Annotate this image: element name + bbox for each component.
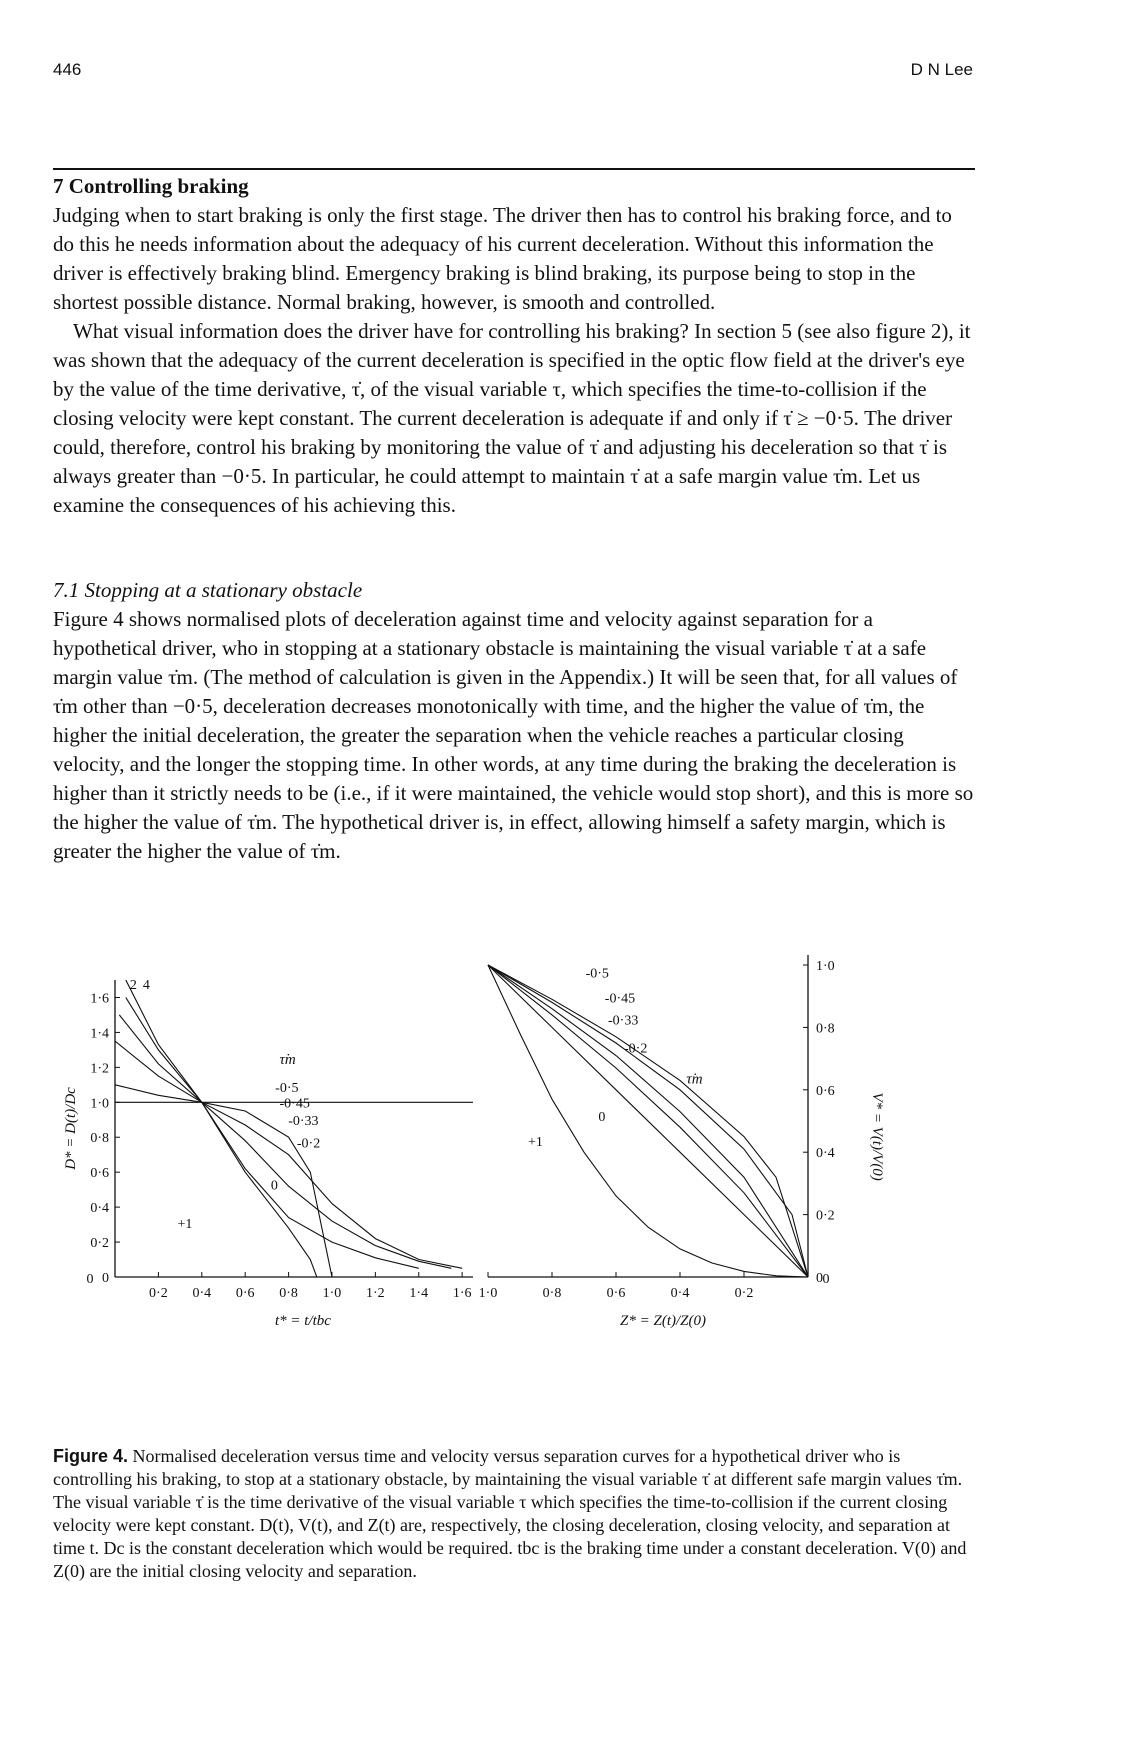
left-x-label: t* = t/tbc — [275, 1313, 331, 1329]
subsection-7-1 — [53, 576, 975, 866]
left-series-label: -0·33 — [288, 1114, 319, 1130]
figure-caption-text: Normalised deceleration versus time and velocity versus separation curves for a hypothetical driver who is controlling his braking, to stop at a stationary obstacle, by maintaining the visual variable τ̇ at different safe margin values τ̇m. The visual variable τ̇ is the time derivative of the visual variable τ which specifies the time-to-collision if the current closing velocity were kept constant. D(t), V(t), and Z(t) are, respectively, the closing deceleration, closing velocity, and separation at time t. Dc is the constant deceleration which would be required. tbc is the braking time under a constant deceleration. V(0) and Z(0) are the initial closing velocity and separation. — [53, 1446, 967, 1581]
right-series-label: -0·5 — [585, 966, 609, 982]
figure-4-svg — [53, 959, 1053, 1440]
left-y-label: D* = D(t)/Dc — [63, 1087, 79, 1170]
left-series-line — [115, 1041, 462, 1268]
right-series-label: -0·2 — [624, 1041, 648, 1057]
left-series-label: -0·45 — [279, 1096, 310, 1112]
figure-caption — [53, 1445, 975, 1583]
right-y-tick-label: 0·4 — [816, 1146, 835, 1162]
left-y-tick-label: 1·2 — [90, 1061, 109, 1077]
left-series-line — [126, 998, 419, 1269]
left-legend-title: τ̇m — [279, 1051, 296, 1068]
left-series-label: -0·2 — [296, 1136, 321, 1152]
left-series-label: 0 — [270, 1178, 278, 1194]
right-series-line — [488, 965, 808, 1277]
right-legend-title: τ̇m — [686, 1071, 703, 1088]
left-annotation: 2 — [129, 977, 137, 993]
right-y-label: V* = V(t)/V(0) — [869, 1092, 885, 1181]
left-x-tick-label: 1·2 — [366, 1286, 385, 1301]
right-x-tick-label: 0·6 — [606, 1286, 626, 1301]
left-y-tick-label: 0·2 — [90, 1236, 109, 1252]
left-y-tick-label: 1·6 — [90, 991, 109, 1007]
left-x-tick-label: 0·2 — [149, 1286, 168, 1301]
section-title: 7 Controlling braking — [53, 174, 249, 198]
running-head-author: D N Lee — [910, 60, 973, 79]
header-rule — [53, 168, 975, 170]
right-origin-label: 0 — [822, 1272, 830, 1287]
right-series-label: 0 — [598, 1110, 606, 1125]
right-series-label: +1 — [528, 1134, 543, 1150]
right-x-tick-label: 0·8 — [542, 1286, 562, 1301]
section-paragraph-1: Judging when to start braking is only the first stage. The driver then has to control his braking force, and to do this he needs information about the adequacy of his current deceleration. Without this information the driver is effectively braking blind. Emergency braking is blind braking, its purpose being to stop in the shortest possible distance. Normal braking, however, is smooth and controlled. — [53, 203, 952, 314]
right-series-label: -0·45 — [604, 991, 636, 1007]
figure-label: Figure 4. — [53, 1446, 129, 1466]
right-y-tick-label: 0 — [816, 1271, 823, 1286]
left-y-tick-label: 0·6 — [90, 1166, 109, 1182]
left-annotation: 4 — [142, 977, 150, 993]
figure-4 — [53, 959, 1053, 1440]
left-x-tick-label: 0·6 — [235, 1286, 255, 1301]
left-x-tick-label: 1·0 — [322, 1286, 342, 1301]
left-origin-label: 0 — [86, 1272, 94, 1287]
left-x-tick-label: 0·8 — [279, 1286, 298, 1301]
right-x-label: Z* = Z(t)/Z(0) — [620, 1313, 706, 1329]
right-y-tick-label: 0·2 — [816, 1208, 835, 1224]
right-series-label: -0·33 — [608, 1013, 639, 1029]
page-number: 446 — [53, 60, 82, 79]
section-7 — [53, 172, 975, 520]
left-y-tick-label: 1·0 — [90, 1096, 109, 1112]
left-series-label: +1 — [177, 1217, 193, 1233]
left-series-label: -0·5 — [275, 1080, 299, 1096]
left-y-tick-label: 1·4 — [90, 1026, 109, 1042]
right-y-tick-label: 1·0 — [816, 959, 835, 974]
left-y-tick-label: 0 — [102, 1271, 109, 1286]
subsection-title: 7.1 Stopping at a stationary obstacle — [53, 578, 363, 602]
right-y-tick-label: 0·8 — [816, 1021, 835, 1037]
right-y-tick-label: 0·6 — [816, 1083, 835, 1099]
subsection-paragraph: Figure 4 shows normalised plots of deceleration against time and velocity against separation for a hypothetical driver, who in stopping at a stationary obstacle is maintaining the visual variable τ̇ at a safe margin value τ̇m. (The method of calculation is given in the Appendix.) It will be seen that, for all values of τ̇m other than −0·5, deceleration decreases monotonically with time, and the higher the value of τ̇m, the higher the initial deceleration, the greater the separation when the vehicle reaches a particular closing velocity, and the longer the stopping time. In other words, at any time during the braking the deceleration is higher than it strictly needs to be (i.e., if it were maintained, the vehicle would stop short), and this is more so the higher the value of τ̇m. The hypothetical driver is, in effect, allowing himself a safety margin, which is greater the higher the value of τ̇m. — [53, 607, 974, 863]
left-x-tick-label: 0·4 — [192, 1286, 212, 1301]
left-x-tick-label: 1·6 — [452, 1286, 472, 1301]
left-y-tick-label: 0·8 — [90, 1131, 109, 1147]
right-x-tick-label: 0·2 — [734, 1286, 754, 1301]
right-x-tick-label: 0·4 — [670, 1286, 690, 1301]
section-paragraph-2: What visual information does the driver have for controlling his braking? In section 5 (see also figure 2), it was shown that the adequacy of the current deceleration is specified in the optic flow field at the driver's eye by the value of the time derivative, τ̇, of the visual variable τ, which specifies the time-to-collision if the closing velocity were kept constant. The current deceleration is adequate if and only if τ̇ ≥ −0·5. The driver could, therefore, control his braking by monitoring the value of τ̇ and adjusting his deceleration so that τ̇ is always greater than −0·5. In particular, he could attempt to maintain τ̇ at a safe margin value τ̇m. Let us examine the consequences of his achieving this. — [53, 319, 971, 517]
left-x-tick-label: 1·4 — [409, 1286, 429, 1301]
left-y-tick-label: 0·4 — [90, 1201, 109, 1217]
right-x-tick-label: 1·0 — [478, 1286, 498, 1301]
